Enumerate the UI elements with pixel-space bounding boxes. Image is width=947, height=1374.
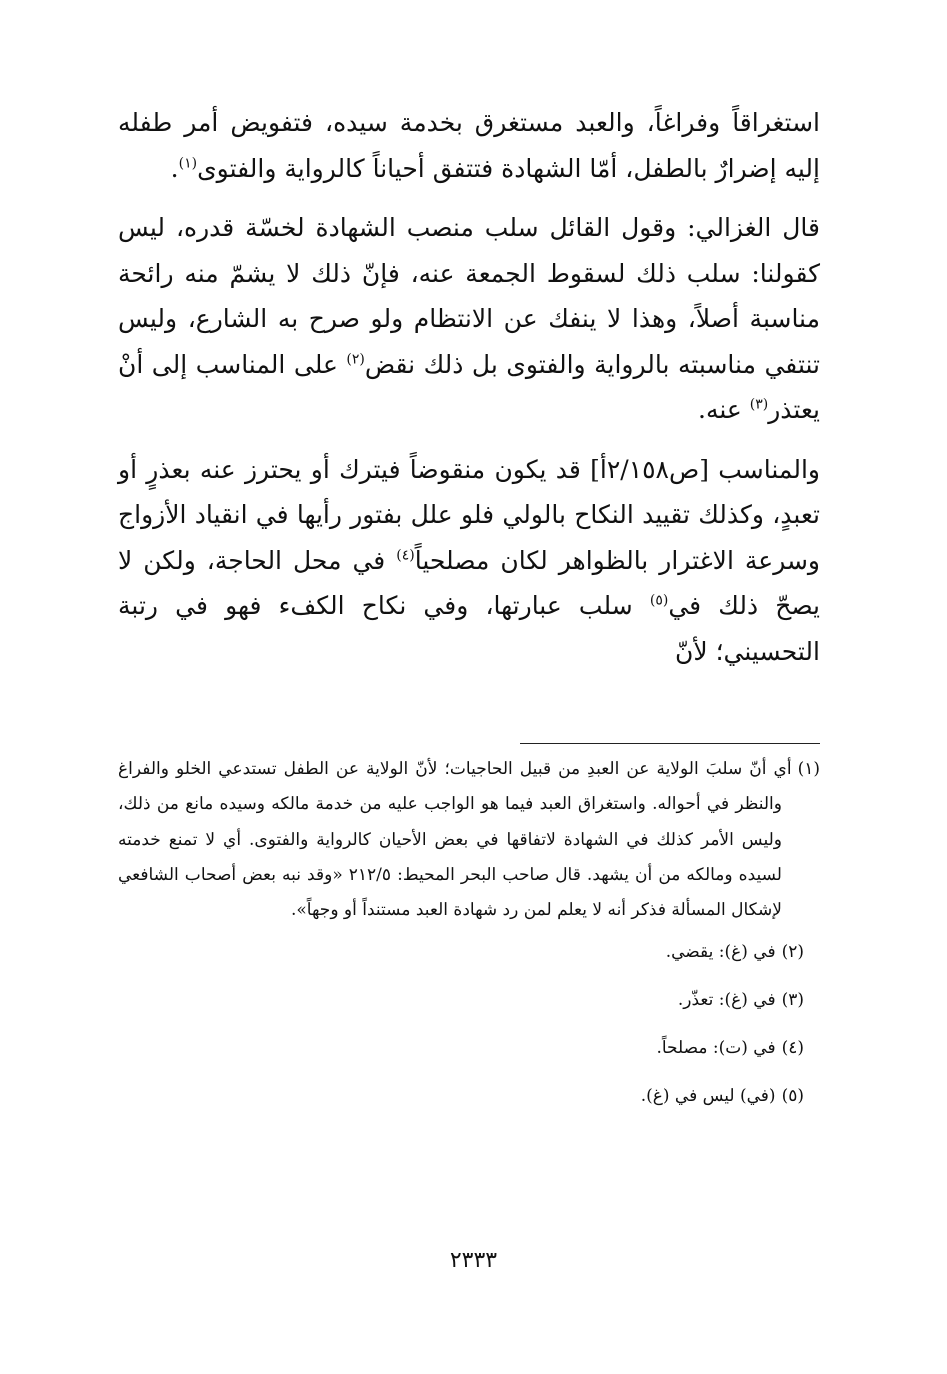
footnote-3-number: (٣) — [781, 990, 804, 1011]
footnote-5-text: (في) ليس في (غ). — [640, 1086, 776, 1107]
footnote-reference-4: (٤) — [396, 547, 415, 564]
paragraph-3-text-a: والمناسب [ص٢/١٥٨أ] قد يكون منقوضاً فيترك أو يحترز عنه بعذرٍ أو تعبدٍ، وكذلك تقييد النكاح بالولي فلو علل بفتور رأيها في انقياد الأزواج وسرعة الاغترار بالظواهر لكان مصلحياً — [118, 454, 821, 575]
footnote-3-text: في (غ): تعذّر. — [677, 990, 776, 1011]
footnote-reference-5: (٥) — [649, 592, 669, 609]
paragraph-3-text-b: في محل الحاجة، ولكن لا يصحّ ذلك في — [118, 545, 820, 620]
body-paragraph-3 — [118, 447, 820, 675]
body-paragraph-1 — [118, 100, 820, 191]
page-content — [118, 100, 821, 1107]
footnote-4 — [118, 1024, 820, 1072]
paragraph-1-end: . — [170, 153, 179, 183]
footnote-2-text: في (غ): يقضي. — [665, 942, 776, 963]
body-paragraph-2 — [118, 205, 820, 433]
paragraph-2-text-b: على المناسب إلى أنْ يعتذر — [118, 349, 820, 424]
footnote-4-text: في (ت): مصلحاً. — [656, 1038, 776, 1059]
footnote-2 — [118, 928, 820, 976]
footnote-2-number: (٢) — [781, 942, 804, 963]
footnote-3 — [118, 976, 820, 1024]
footnote-4-number: (٤) — [781, 1038, 804, 1059]
page-number: ٢٣٣٣ — [449, 1248, 498, 1273]
paragraph-1-text: استغراقاً وفراغاً، والعبد مستغرق بخدمة سيده، فتفويض أمر طفله إليه إضرارٌ بالطفل، أمّا الشهادة فتتفق أحياناً كالرواية والفتوى — [118, 108, 820, 183]
footnote-5-number: (٥) — [781, 1086, 804, 1107]
footnote-divider — [520, 743, 820, 744]
paragraph-3-text-c: سلب عبارتها، وفي نكاح الكفء فهو في رتبة التحسيني؛ لأنّ — [118, 591, 820, 666]
footnote-1-text: أي أنّ سلبَ الولاية عن العبدِ من قبيل الحاجيات؛ لأنّ الولاية عن الطفل تستدعي الخلو والفراغ والنظر في أحواله. واستغراق العبد فيما هو الواجب عليه من خدمة مالكه وسيده مانع من ذلك، وليس الأمر كذلك في الشهادة لاتفاقها في بعض الأحيان كالرواية والفتوى. أي لا تمنع خدمته لسيده ومالكه من أن يشهد. قال صاحب البحر المحيط: ٢١٢/٥ «وقد نبه بعض أصحاب الشافعي لإشكال المسألة فذكر أنه لا يعلم لمن رد شهادة العبد مستنداً أو وجهاً». — [118, 759, 792, 921]
footnote-reference-3: (٣) — [749, 396, 769, 413]
footnote-reference-2: (٢) — [346, 351, 365, 368]
footnote-1 — [118, 752, 820, 928]
paragraph-2-text-a: قال الغزالي: وقول القائل سلب منصب الشهادة لخسّة قدره، ليس كقولنا: سلب ذلك لسقوط الجمعة عنه، فإنّ ذلك لا يشمّ منه رائحة مناسبة أصلاً، وهذا لا ينفك عن الانتظام ولو صرح به الشارع، وليس تنتفي مناسبته بالرواية والفتوى بل ذلك نقض — [118, 213, 820, 379]
footnotes-section — [118, 752, 820, 1120]
footnote-5 — [118, 1072, 820, 1120]
footnote-reference-1: (١) — [178, 155, 198, 172]
paragraph-2-text-c: عنه. — [698, 395, 750, 424]
footnote-1-number: (١) — [797, 759, 820, 779]
